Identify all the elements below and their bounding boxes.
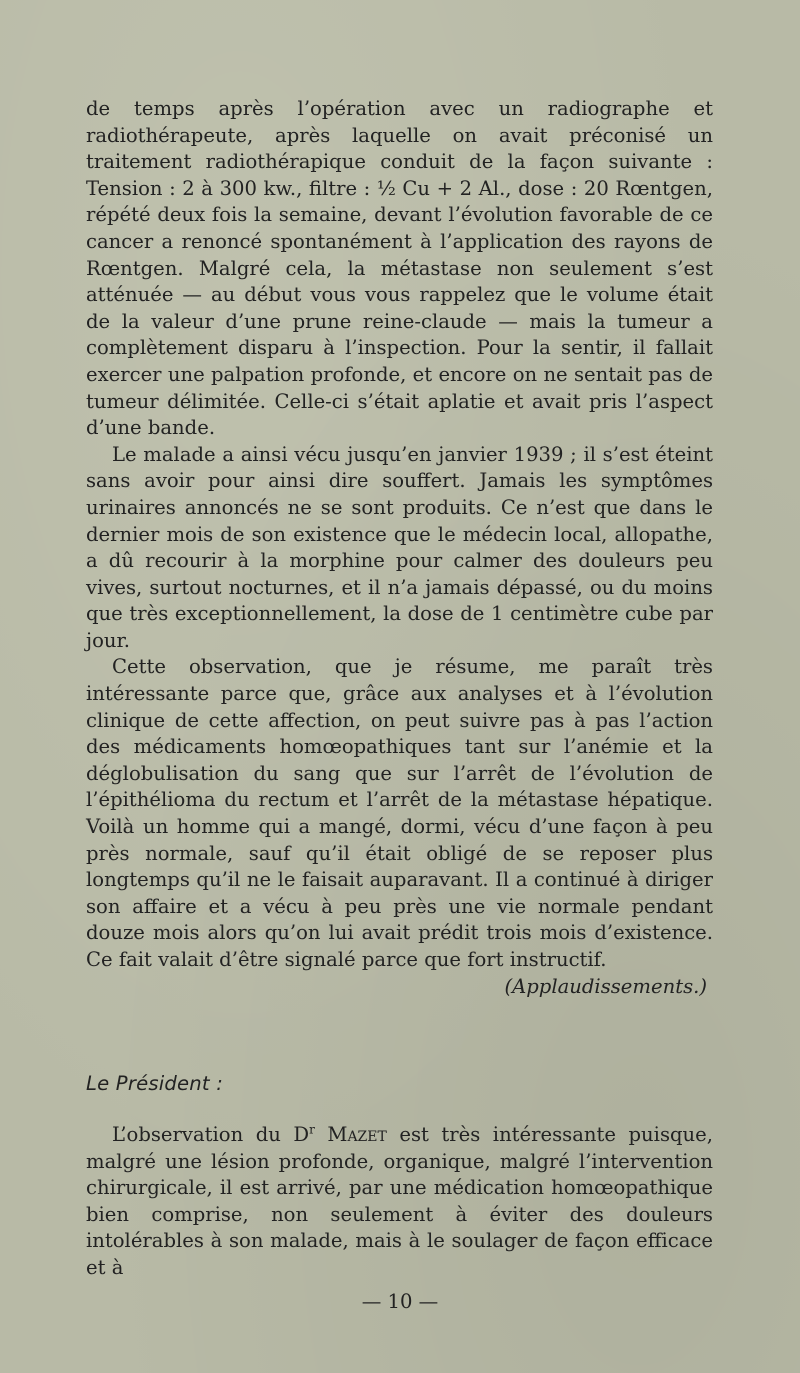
president-rest: est très intéressante puisque, malgré une lésion profonde, organique, malgré l’intervention chirurgicale, il est arrivé, par une médication homœopathique bien comprise, non seulement à éviter des douleurs intolérables à son malade, mais à le soulager de façon efficace et à [86, 1123, 713, 1279]
president-lead: L’observation du D [112, 1123, 310, 1146]
paragraph-2: Le malade a ainsi vécu jusqu’en janvier 1939 ; il s’est éteint sans avoir pour ainsi dire souffert. Jamais les symptômes urinaires annoncés ne se sont produits. Ce n’est que dans le dernier mois de son existence que le médecin local, allopathe, a dû recourir à la morphine pour calmer des douleurs peu vives, surtout nocturnes, et il n’a jamais dépassé, ou du moins que très exceptionnellement, la dose de 1 centimètre cube par jour. [86, 442, 713, 652]
applause-note: (Applaudissements.) [504, 974, 707, 998]
doctor-name: Mazet [327, 1123, 387, 1146]
paragraph-3: Cette observation, que je résume, me paraît très intéressante parce que, grâce aux analyses et à l’évolution clinique de cette affection, on peut suivre pas à pas l’action des médicaments homœopathiques tant sur l’anémie et la déglobulisation du sang que sur l’arrêt de l’évolution de l’épithélioma du rectum et l’arrêt de la métastase hépatique. Voilà un homme qui a mangé, dormi, vécu d’une façon à peu près normale, sauf qu’il était obligé de se reposer plus longtemps qu’il ne le faisait auparavant. Il a continué à diriger son affaire et a vécu à peu près une vie normale pendant douze mois alors qu’on lui avait prédit trois mois d’existence. Ce fait valait d’être signalé parce que fort instructif. [86, 655, 713, 971]
paragraph-1: de temps après l’opération avec un radiographe et radiothérapeute, après laquelle on avait préconisé un traitement radiothérapique conduit de la façon suivante : Tension : 2 à 300 kw., filtre : ½ Cu + 2 Al., dose : 20 Rœntgen, répété deux fois la semaine, devant l’évolution favorable de ce cancer a renoncé spontanément à l’application des rayons de Rœntgen. Malgré cela, la métastase non seulement s’est atténuée — au début vous vous rappelez que le volume était de la valeur d’une prune reine-claude — mais la tumeur a complètement disparu à l’inspection. Pour la sentir, il fallait exercer une palpation profonde, et encore on ne sentait pas de tumeur délimitée. Celle-ci s’était aplatie et avait pris l’aspect d’une bande. [86, 97, 713, 440]
doctor-title-sup: r [309, 1122, 315, 1137]
page-number: — 10 — [361, 1290, 439, 1313]
president-text [86, 1122, 713, 1282]
president-paragraph [86, 1122, 713, 1282]
speaker-heading: Le Président : [86, 1072, 223, 1095]
body-text [86, 96, 713, 1000]
